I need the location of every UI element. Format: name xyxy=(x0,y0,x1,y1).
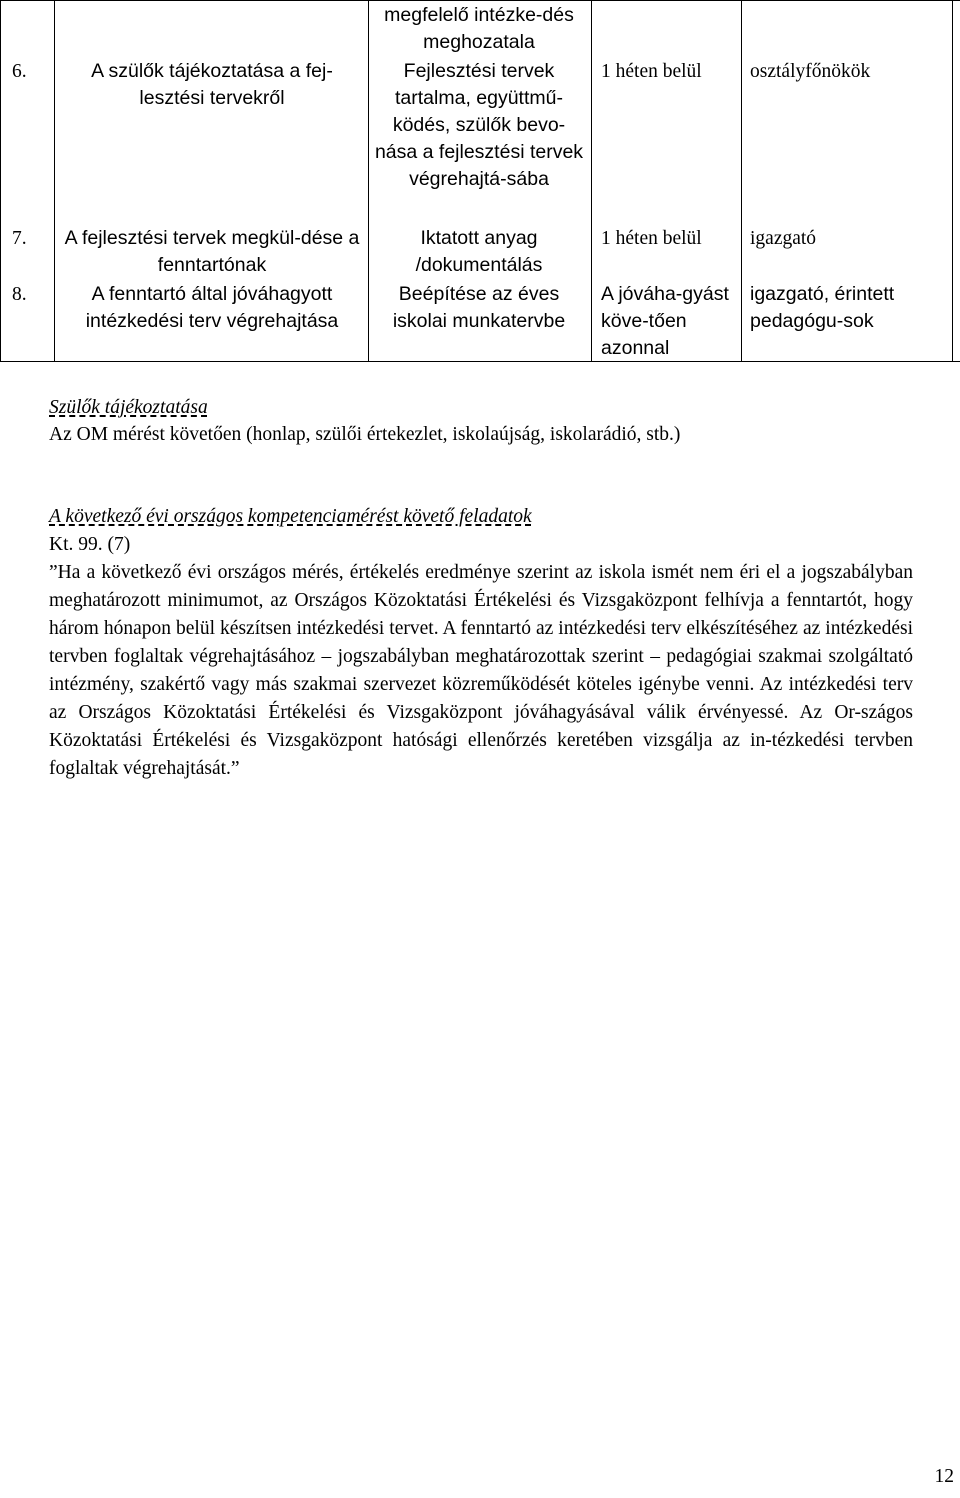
legal-paragraph: ”Ha a következő évi országos mérés, értékelés eredménye szerint az iskola ismét nem éri el a jogszabályban meghatározott minimumot, az Országos Közoktatási Értékelési és Vizsgaközpont felhívja a fenntartót, hogy három hónapon belül készítsen intézkedési tervet. A fenntartó az intézkedési terv elkészítéséhez az intézkedési tervben foglaltak végrehajtásához – jogszabályban meghatározottak szerint – pedagógiai szakmai szolgáltató intézmény, szakértő vagy más szakmai szervezet közreműködését köteles igénybe venni. Az intézkedési terv az Országos Közoktatási Értékelési és Vizsgaközpont jóváhagyásával válik érvényessé. Az Or-szágos Közoktatási Értékelési és Vizsgaközpont hatósági ellenőrzés keretében vizsgálja az in-tézkedési tervben foglaltak végrehajtását.” xyxy=(49,562,913,779)
legal-reference: Kt. 99. (7) xyxy=(49,534,131,555)
page-number: 12 xyxy=(934,1466,954,1487)
table-cell-task: A fejlesztési tervek megkül-dése a fenntartónak xyxy=(64,227,360,276)
table-cell-content: Iktatott anyag /dokumentálás xyxy=(415,227,543,276)
row-number: 8. xyxy=(12,284,27,305)
table-cell-content: Fejlesztési tervek tartalma, együttmű-ködés, szülők bevo-nása a fejlesztési tervek végrehajtá-sába xyxy=(374,60,584,190)
responsibility-table xyxy=(0,0,960,362)
table-cell-responsible: igazgató, érintett pedagógu-sok xyxy=(750,283,895,332)
table-cell-deadline: 1 héten belül xyxy=(601,61,702,82)
table-cell-responsible: osztályfőnökök xyxy=(750,61,871,82)
table-cell-content: Beépítése az éves iskolai munkatervbe xyxy=(392,283,566,332)
section-heading-parent-info: Szülők tájékoztatása xyxy=(49,397,208,418)
row-number: 6. xyxy=(12,61,27,82)
section-heading-followup-tasks: A következő évi országos kompetenciamérést követő feladatok xyxy=(49,506,532,527)
table-cell-deadline: 1 héten belül xyxy=(601,228,702,249)
table-cell-responsible: igazgató xyxy=(750,228,817,249)
table-cell-task: A fenntartó által jóváhagyott intézkedési terv végrehajtása xyxy=(85,283,339,332)
section-text-parent-info: Az OM mérést követően (honlap, szülői értekezlet, iskolaújság, iskolarádió, stb.) xyxy=(49,424,681,445)
table-cell-deadline: A jóváha-gyást köve-tően azonnal xyxy=(601,283,729,359)
table-cell-task: A szülők tájékoztatása a fej-lesztési tervekről xyxy=(91,60,333,109)
table-cell-content-continued: megfelelő intézke-dés meghozatala xyxy=(384,4,574,53)
row-number: 7. xyxy=(12,228,27,249)
